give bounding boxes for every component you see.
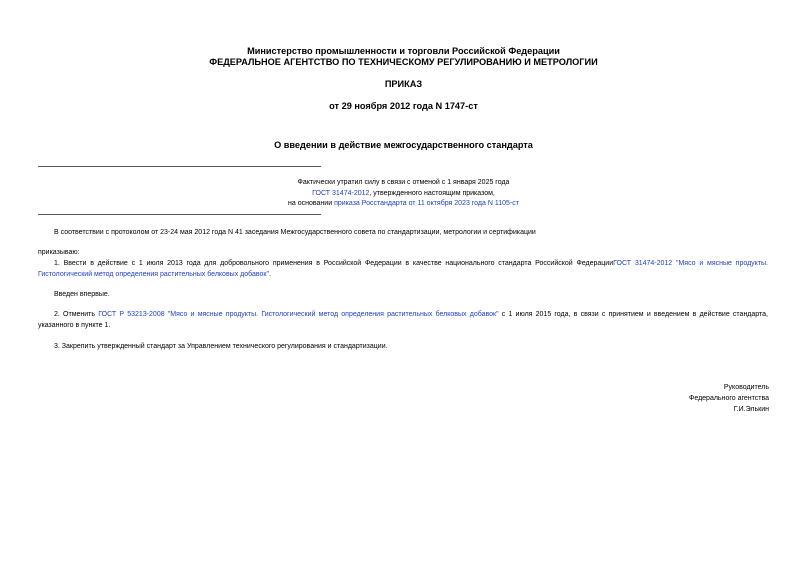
rosstandart-order-link[interactable]: приказа Росстандарта от 11 октября 2023 года N 1105-ст	[334, 200, 519, 207]
preamble-paragraph: В соответствии с протоколом от 23-24 мая 2012 года N 41 заседания Межгосударственного совета по стандартизации, метрологии и сертификации	[54, 229, 536, 236]
gost-31474-link[interactable]: ГОСТ 31474-2012	[312, 190, 370, 197]
status-note-line3-prefix: на основании	[288, 200, 335, 207]
document-type: ПРИКАЗ	[384, 79, 423, 89]
item-1-paragraph	[38, 259, 768, 280]
signature-title-1: Руководитель	[723, 384, 769, 391]
ministry-title: Министерство промышленности и торговли Российской Федерации	[247, 46, 560, 56]
signature-title-2: Федерального агентства	[689, 395, 769, 402]
item-1-text: 1. Ввести в действие с 1 июля 2013 года для добровольного применения в Российской Федерации в качестве национального стандарта Российской Федерации	[54, 260, 614, 267]
gost-r-53213-link[interactable]: ГОСТ Р 53213-2008 "Мясо и мясные продукты. Гистологический метод определения растительных белковых добавок"	[98, 311, 499, 318]
item-2-paragraph	[38, 310, 768, 331]
gost-31474-standard-link[interactable]: ГОСТ 31474-2012 "Мясо и мясные продукты. Гистологический метод определения растительных белковых добавок"	[38, 260, 768, 278]
introduced-note: Введен впервые.	[54, 291, 110, 298]
item-2-prefix: 2. Отменить	[54, 311, 99, 318]
document-date-number: от 29 ноября 2012 года N 1747-ст	[329, 101, 478, 111]
document-subject: О введении в действие межгосударственного стандарта	[274, 140, 533, 150]
status-note-line3	[0, 198, 807, 209]
item-3-paragraph: 3. Закрепить утвержденный стандарт за Управлением технического регулирования и стандартизации.	[54, 343, 388, 350]
signature-name: Г.И.Элькин	[733, 406, 769, 413]
order-word: приказываю:	[38, 249, 80, 256]
item-1-end: .	[268, 270, 271, 278]
top-divider	[38, 166, 321, 167]
status-note-line1: Фактически утратил силу в связи с отменой с 1 января 2025 года	[297, 179, 510, 186]
agency-title: ФЕДЕРАЛЬНОЕ АГЕНТСТВО ПО ТЕХНИЧЕСКОМУ РЕГУЛИРОВАНИЮ И МЕТРОЛОГИИ	[209, 57, 598, 67]
bottom-divider	[38, 214, 321, 215]
status-note-line2-rest: , утвержденного настоящим приказом,	[369, 190, 495, 197]
item-2-rest: с 1 июля 2015 года, в связи с принятием и введением в действие стандарта, указанного в пункте 1.	[38, 311, 768, 329]
